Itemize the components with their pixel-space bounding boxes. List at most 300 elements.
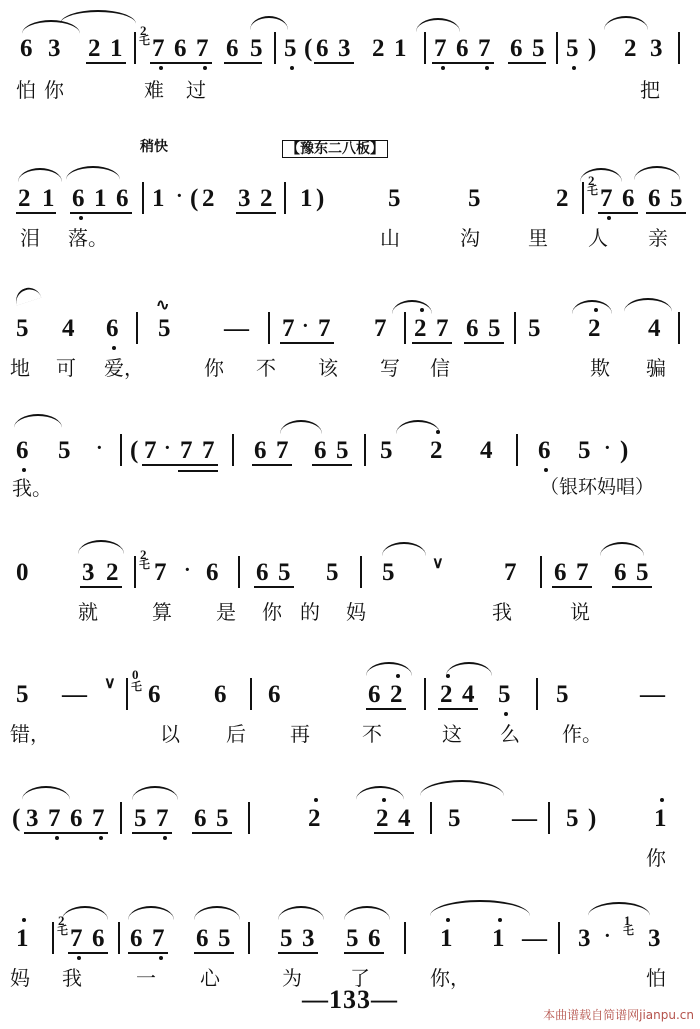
dot-extension: ·	[176, 185, 183, 207]
lyric: 的	[300, 600, 320, 624]
note: 6	[368, 681, 381, 708]
note: 5	[532, 35, 545, 62]
note: 1	[16, 925, 29, 952]
octave-dot	[77, 956, 81, 960]
barline	[558, 922, 560, 954]
octave-dot	[22, 918, 26, 922]
beam	[132, 832, 172, 834]
lyric: 地	[10, 356, 30, 380]
note: 6	[268, 681, 281, 708]
note: 1	[394, 35, 407, 62]
slur	[18, 168, 62, 182]
slur	[14, 414, 62, 428]
barline	[678, 312, 680, 344]
note: 3	[578, 925, 591, 952]
barline	[238, 556, 240, 588]
lyric: 骗	[646, 356, 666, 380]
lyric: 里	[528, 226, 548, 250]
dot-extension: ·	[302, 315, 309, 337]
phrase-paren: (	[130, 437, 139, 464]
barline	[360, 556, 362, 588]
beam	[178, 470, 218, 472]
slur	[382, 542, 426, 556]
breath-mark: ∨	[432, 555, 444, 572]
barline	[136, 312, 138, 344]
octave-dot	[504, 712, 508, 716]
octave-dot	[594, 308, 598, 312]
note: 7	[318, 315, 331, 342]
note: 2	[588, 315, 601, 342]
note: 2	[440, 681, 453, 708]
note: 3	[82, 559, 95, 586]
beam	[194, 952, 234, 954]
lyric: 爱，	[104, 356, 144, 380]
slur	[12, 284, 41, 305]
beam	[280, 342, 334, 344]
note: 5	[670, 185, 683, 212]
slur	[132, 786, 178, 800]
note: 5	[448, 805, 461, 832]
note: 6	[554, 559, 567, 586]
phrase-paren: )	[588, 35, 597, 62]
slur	[420, 780, 504, 796]
slur	[430, 900, 530, 916]
octave-dot	[607, 216, 611, 220]
note: 7	[152, 925, 165, 952]
slur	[278, 906, 324, 920]
note: 5	[380, 437, 393, 464]
barline	[134, 556, 136, 588]
slur	[22, 786, 70, 800]
lyric: 不	[362, 722, 382, 746]
lyric: 妈	[346, 600, 366, 624]
beam	[70, 212, 132, 214]
slur	[250, 16, 288, 30]
lyric: 错，	[10, 722, 50, 746]
slur	[624, 298, 672, 312]
note: —	[512, 805, 537, 832]
ornament-mark: 乇	[57, 925, 68, 937]
barline	[582, 182, 584, 214]
note: 5	[498, 681, 511, 708]
note: 5	[488, 315, 501, 342]
lyric: 你，	[430, 966, 470, 990]
octave-dot	[79, 216, 83, 220]
key-mark: 1	[624, 913, 631, 928]
slur	[396, 420, 440, 434]
barline	[248, 922, 250, 954]
phrase-paren: (	[190, 185, 199, 212]
note: 5	[578, 437, 591, 464]
beam	[374, 832, 414, 834]
slur	[344, 906, 390, 920]
slur	[580, 168, 622, 182]
barline	[274, 32, 276, 64]
lyric: 么	[500, 722, 520, 746]
note: 2	[414, 315, 427, 342]
note: 6	[130, 925, 143, 952]
note: 6	[148, 681, 161, 708]
lyric: 过	[186, 78, 206, 102]
note: 5	[326, 559, 339, 586]
note: 7	[144, 437, 157, 464]
page-number: —133—	[302, 985, 398, 1014]
note: 7	[92, 805, 105, 832]
octave-dot	[436, 430, 440, 434]
beam	[598, 212, 638, 214]
note: 6	[70, 805, 83, 832]
octave-dot	[498, 918, 502, 922]
ornament-mark: 乇	[139, 559, 150, 571]
octave-dot	[163, 836, 167, 840]
barline	[142, 182, 144, 214]
note: 6	[314, 437, 327, 464]
note: 1	[110, 35, 123, 62]
octave-dot	[446, 674, 450, 678]
note: —	[640, 681, 665, 708]
beam	[150, 62, 212, 64]
note: 5	[16, 315, 29, 342]
note: 1	[42, 185, 55, 212]
triplet-mark: 2	[588, 173, 595, 188]
note: 6	[614, 559, 627, 586]
lyric: 人	[588, 226, 608, 250]
octave-dot	[572, 66, 576, 70]
dot-extension: ·	[604, 925, 611, 947]
dot-extension: ·	[604, 437, 611, 459]
note: 5	[134, 805, 147, 832]
lyric: 心	[200, 966, 220, 990]
beam	[552, 586, 592, 588]
barline	[284, 182, 286, 214]
barline	[250, 678, 252, 710]
note: 6	[538, 437, 551, 464]
lyric: 不	[256, 356, 276, 380]
beam	[438, 708, 478, 710]
note: 5	[346, 925, 359, 952]
beam	[432, 62, 494, 64]
lyric: 为	[282, 966, 302, 990]
barline	[52, 922, 54, 954]
note: 3	[338, 35, 351, 62]
octave-dot	[382, 798, 386, 802]
beam	[68, 952, 108, 954]
beam	[366, 708, 406, 710]
slur	[604, 16, 648, 30]
note: 7	[436, 315, 449, 342]
octave-dot	[314, 798, 318, 802]
slur	[280, 420, 322, 434]
slur	[356, 786, 404, 800]
singer-annotation: （银环妈唱）	[540, 476, 655, 498]
note: 6	[510, 35, 523, 62]
octave-dot	[203, 66, 207, 70]
octave-dot	[660, 798, 664, 802]
lyric: 我	[62, 966, 82, 990]
note: 1	[440, 925, 453, 952]
dot-extension: ·	[184, 559, 191, 581]
beam	[314, 62, 354, 64]
lyric: 该	[318, 356, 338, 380]
note: 7	[152, 35, 165, 62]
lyric: 把	[640, 78, 660, 102]
note: 6	[648, 185, 661, 212]
lyric: 作。	[562, 722, 602, 746]
barline	[514, 312, 516, 344]
note: 3	[648, 925, 661, 952]
slur	[60, 10, 136, 24]
note: 3	[26, 805, 39, 832]
note: 3	[238, 185, 251, 212]
octave-dot	[441, 66, 445, 70]
lyric: 怕	[16, 78, 36, 102]
lyric: 了	[350, 966, 370, 990]
lyric: 难	[144, 78, 164, 102]
slur	[62, 906, 108, 920]
lyric: 你	[44, 78, 64, 102]
note: 6	[196, 925, 209, 952]
note: 2	[260, 185, 273, 212]
barline	[430, 802, 432, 834]
ornament-mark: 乇	[131, 681, 142, 693]
note: 6	[174, 35, 187, 62]
slur	[392, 300, 432, 314]
lyric: 写	[380, 356, 400, 380]
note: 5	[16, 681, 29, 708]
note: 2	[376, 805, 389, 832]
key-mark: 0	[132, 667, 139, 682]
slur	[634, 166, 680, 180]
lyric: 就	[78, 600, 98, 624]
lyric: 我。	[12, 476, 52, 500]
octave-dot	[55, 836, 59, 840]
octave-dot	[544, 468, 548, 472]
triplet-mark: 2	[58, 913, 65, 928]
note: 5	[382, 559, 395, 586]
note: 7	[504, 559, 517, 586]
lyric: 沟	[460, 226, 480, 250]
slur	[446, 662, 492, 676]
octave-dot	[420, 308, 424, 312]
ornament-mark: 乇	[139, 35, 150, 47]
lyric: 以	[160, 722, 180, 746]
note: 5	[566, 805, 579, 832]
note: —	[522, 925, 547, 952]
note: 5	[58, 437, 71, 464]
beam	[464, 342, 504, 344]
note: 1	[654, 805, 667, 832]
beam	[612, 586, 652, 588]
note: 7	[202, 437, 215, 464]
note: 2	[106, 559, 119, 586]
note: 7	[154, 559, 167, 586]
lyric: 妈	[10, 966, 30, 990]
note: 5	[636, 559, 649, 586]
note: 5	[566, 35, 579, 62]
note: 6	[254, 437, 267, 464]
note: 5	[158, 315, 171, 342]
note: 6	[106, 315, 119, 342]
note: 5	[388, 185, 401, 212]
note: 5	[280, 925, 293, 952]
octave-dot	[446, 918, 450, 922]
barline	[120, 802, 122, 834]
ornament-mark: 乇	[587, 185, 598, 197]
note: 5	[284, 35, 297, 62]
note: 6	[92, 925, 105, 952]
lyric: 信	[430, 356, 450, 380]
barline	[424, 678, 426, 710]
octave-dot	[290, 66, 294, 70]
lyric: 你	[204, 356, 224, 380]
barline	[120, 434, 122, 466]
beam	[192, 832, 232, 834]
lyric: 你	[262, 600, 282, 624]
lyric: 这	[442, 722, 462, 746]
barline	[556, 32, 558, 64]
note: 7	[70, 925, 83, 952]
lyric: 泪	[20, 226, 40, 250]
note: 6	[20, 35, 33, 62]
note: 1	[152, 185, 165, 212]
beam	[128, 952, 168, 954]
barline	[540, 556, 542, 588]
lyric: 算	[152, 600, 172, 624]
lyric: 山	[380, 226, 400, 250]
beam	[24, 832, 108, 834]
lyric: 是	[216, 600, 236, 624]
lyric: 一	[136, 966, 156, 990]
note: 5	[556, 681, 569, 708]
barline	[404, 922, 406, 954]
beam	[646, 212, 686, 214]
note: 4	[398, 805, 411, 832]
beam	[278, 952, 318, 954]
note: 3	[302, 925, 315, 952]
beam	[312, 464, 352, 466]
note: 1	[300, 185, 313, 212]
note: 7	[48, 805, 61, 832]
style-annotation: 【豫东二八板】	[282, 140, 388, 158]
slur	[66, 166, 120, 180]
barline	[548, 802, 550, 834]
note: 5	[250, 35, 263, 62]
slur	[366, 662, 412, 676]
beam	[236, 212, 276, 214]
phrase-paren: )	[588, 805, 597, 832]
slur	[128, 906, 174, 920]
barline	[268, 312, 270, 344]
note: 6	[206, 559, 219, 586]
note: 6	[214, 681, 227, 708]
dot-extension: ·	[164, 437, 171, 459]
barline	[536, 678, 538, 710]
note: 7	[434, 35, 447, 62]
note: 7	[156, 805, 169, 832]
note: 7	[282, 315, 295, 342]
slur	[78, 540, 124, 554]
note: 6	[368, 925, 381, 952]
note: 3	[650, 35, 663, 62]
note: 5	[218, 925, 231, 952]
beam	[142, 464, 218, 466]
note: 5	[468, 185, 481, 212]
beam	[412, 342, 452, 344]
note: —	[62, 681, 87, 708]
note: 2	[372, 35, 385, 62]
note: 1	[94, 185, 107, 212]
note: 4	[462, 681, 475, 708]
note: 7	[196, 35, 209, 62]
note: —	[224, 315, 249, 342]
triplet-mark: 2	[140, 547, 147, 562]
barline	[232, 434, 234, 466]
lyric: 怕	[646, 966, 666, 990]
barline	[134, 32, 136, 64]
barline	[678, 32, 680, 64]
octave-dot	[159, 956, 163, 960]
barline	[126, 678, 128, 710]
lyric: 你	[646, 846, 666, 870]
barline	[364, 434, 366, 466]
beam	[508, 62, 546, 64]
octave-dot	[112, 346, 116, 350]
octave-dot	[22, 468, 26, 472]
vibrato-mark: ∿	[156, 297, 170, 314]
note: 6	[16, 437, 29, 464]
slur	[194, 906, 240, 920]
note: 5	[336, 437, 349, 464]
lyric: 可	[56, 356, 76, 380]
beam	[254, 586, 294, 588]
beam	[16, 212, 56, 214]
beam	[252, 464, 292, 466]
note: 2	[308, 805, 321, 832]
note: 2	[202, 185, 215, 212]
lyric: 落。	[68, 226, 108, 250]
lyric: 亲	[648, 226, 668, 250]
note: 4	[480, 437, 493, 464]
watermark: 本曲谱载自简谱网jianpu.cn	[543, 1008, 694, 1022]
note: 7	[180, 437, 193, 464]
barline	[424, 32, 426, 64]
note: 6	[456, 35, 469, 62]
note: 6	[194, 805, 207, 832]
note: 6	[316, 35, 329, 62]
slur	[600, 542, 644, 556]
note: 2	[556, 185, 569, 212]
beam	[224, 62, 262, 64]
barline	[404, 312, 406, 344]
note: 0	[16, 559, 29, 586]
note: 7	[576, 559, 589, 586]
note: 3	[48, 35, 61, 62]
beam	[86, 62, 126, 64]
note: 6	[226, 35, 239, 62]
note: 4	[62, 315, 75, 342]
phrase-paren: )	[620, 437, 629, 464]
octave-dot	[159, 66, 163, 70]
octave-dot	[485, 66, 489, 70]
breath-mark: ∨	[104, 675, 116, 692]
note: 7	[374, 315, 387, 342]
lyric: 后	[226, 722, 246, 746]
beam	[344, 952, 384, 954]
phrase-paren: (	[304, 35, 313, 62]
note: 5	[216, 805, 229, 832]
barline	[248, 802, 250, 834]
note: 5	[528, 315, 541, 342]
